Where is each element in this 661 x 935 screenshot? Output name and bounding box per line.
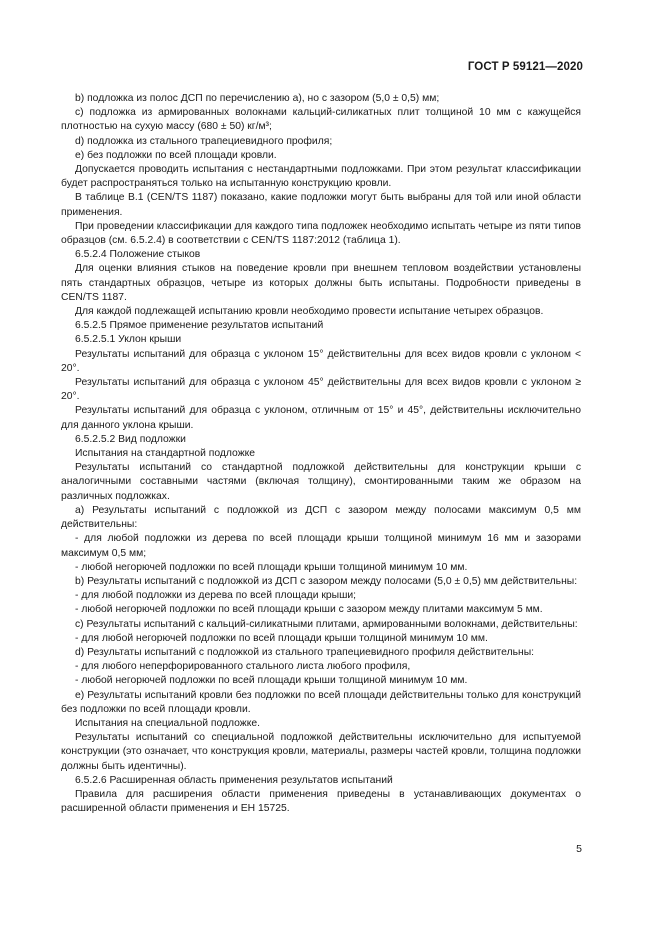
list-item-e-results: e) Результаты испытаний кровли без подложки по всей площади действительны только для конструкций без подложки по всей площади кровли. xyxy=(61,689,581,715)
paragraph-standard-substrate-results: Результаты испытаний со стандартной подложкой действительны для конструкции крыши с аналогичными составными частями (включая толщину), смонтированными таким же образом на различных подложках. xyxy=(61,462,581,502)
paragraph-special-substrate-results: Результаты испытаний со специальной подложкой действительны исключительно для испытуемой конструкции (это означает, что конструкция кровли, материалы, размеры частей кровли, толщина подложки должны быть идентичны). xyxy=(61,732,581,772)
list-item-a-results: a) Результаты испытаний с подложкой из ДСП с зазором между полосами максимум 0,5 мм действительны: xyxy=(61,504,581,531)
list-dash-noncombustible-10mm: - любой негорючей подложки по всей площади крыши толщиной минимум 10 мм. xyxy=(75,561,468,573)
list-item-c-calcium-silicate: c) подложка из армированных волокнами кальций-силикатных плит толщиной 10 мм с кажущейся плотностью на сухую массу (680 ± 50) кг/м³; xyxy=(61,107,581,133)
paragraph-joints: Для оценки влияния стыков на поведение кровли при внешнем тепловом воздействии установлены пять стандартных образцов, четыре из которых должны быть испытаны. Подробности приведены в CEN/TS 1187. xyxy=(61,263,581,303)
list-dash-noncombustible-10mm-c: - для любой негорючей подложки по всей площади крыши толщиной минимум 10 мм. xyxy=(75,632,488,644)
document-body xyxy=(61,92,581,816)
paragraph-slope-45: Результаты испытаний для образца с уклоном 45° действительны для всех видов кровли с уклоном ≥ 20°. xyxy=(61,377,581,403)
paragraph-classification: При проведении классификации для каждого типа подложек необходимо испытать четыре из пяти типов образцов (см. 6.5.2.4) в соответствии с CEN/TS 1187:2012 (таблица 1). xyxy=(61,220,581,247)
list-dash-noncombustible-10mm-d: - любой негорючей подложки по всей площади крыши толщиной минимум 10 мм. xyxy=(75,675,468,687)
list-item-b-results: b) Результаты испытаний с подложкой из ДСП с зазором между полосами (5,0 ± 0,5) мм действительны: xyxy=(75,575,578,587)
list-item-e-no-substrate: e) без подложки по всей площади кровли. xyxy=(75,149,277,161)
list-dash-noncombustible-gap-5mm: - любой негорючей подложки по всей площади крыши с зазором между плитами максимум 5 мм. xyxy=(75,604,543,616)
section-heading-6-5-2-5: 6.5.2.5 Прямое применение результатов испытаний xyxy=(75,320,324,332)
subheading-standard-substrate: Испытания на стандартной подложке xyxy=(75,448,256,460)
list-dash-wood-16mm: - для любой подложки из дерева по всей площади крыши толщиной минимум 16 мм и зазорами максимум 0,5 мм; xyxy=(61,533,581,559)
page-number: 5 xyxy=(576,843,582,855)
document-header: ГОСТ Р 59121—2020 xyxy=(467,61,583,73)
paragraph-four-specimens: Для каждой подлежащей испытанию кровли необходимо провести испытание четырех образцов. xyxy=(75,306,544,318)
list-dash-wood-any: - для любой подложки из дерева по всей площади крыши; xyxy=(75,590,357,602)
subheading-special-substrate: Испытания на специальной подложке. xyxy=(75,717,260,729)
paragraph-extended-application: Правила для расширения области применения приведены в устанавливающих документах о расширенной области применения и ЕН 15725. xyxy=(61,788,581,815)
paragraph-nonstandard-substrates: Допускается проводить испытания с нестандартными подложками. При этом результат классификации будет распространяться только на испытанную конструкцию кровли. xyxy=(61,164,581,190)
paragraph-slope-other: Результаты испытаний для образца с уклоном, отличным от 15° и 45°, действительны исключительно для данного уклона крыши. xyxy=(61,405,581,431)
paragraph-slope-15: Результаты испытаний для образца с уклоном 15° действительны для всех видов кровли с уклоном < 20°. xyxy=(61,348,581,374)
section-heading-6-5-2-5-2: 6.5.2.5.2 Вид подложки xyxy=(75,433,186,445)
list-item-d-steel-profile: d) подложка из стального трапециевидного профиля; xyxy=(75,135,333,147)
list-item-c-results: c) Результаты испытаний с кальций-силикатными плитами, армированными волокнами, действительны: xyxy=(75,618,578,630)
list-item-b-particleboard-gap: b) подложка из полос ДСП по перечислению а), но с зазором (5,0 ± 0,5) мм; xyxy=(75,93,440,104)
section-heading-6-5-2-5-1: 6.5.2.5.1 Уклон крыши xyxy=(75,334,182,346)
section-heading-6-5-2-6: 6.5.2.6 Расширенная область применения результатов испытаний xyxy=(75,774,393,786)
list-item-d-results: d) Результаты испытаний с подложкой из стального трапециевидного профиля действительны: xyxy=(75,646,535,658)
paragraph-table-b1: В таблице В.1 (CEN/TS 1187) показано, какие подложки могут быть выбраны для той или иной области применения. xyxy=(61,192,581,218)
section-heading-6-5-2-4: 6.5.2.4 Положение стыков xyxy=(75,249,201,261)
list-dash-steel-sheet: - для любого неперфорированного стального листа любого профиля, xyxy=(75,661,411,673)
